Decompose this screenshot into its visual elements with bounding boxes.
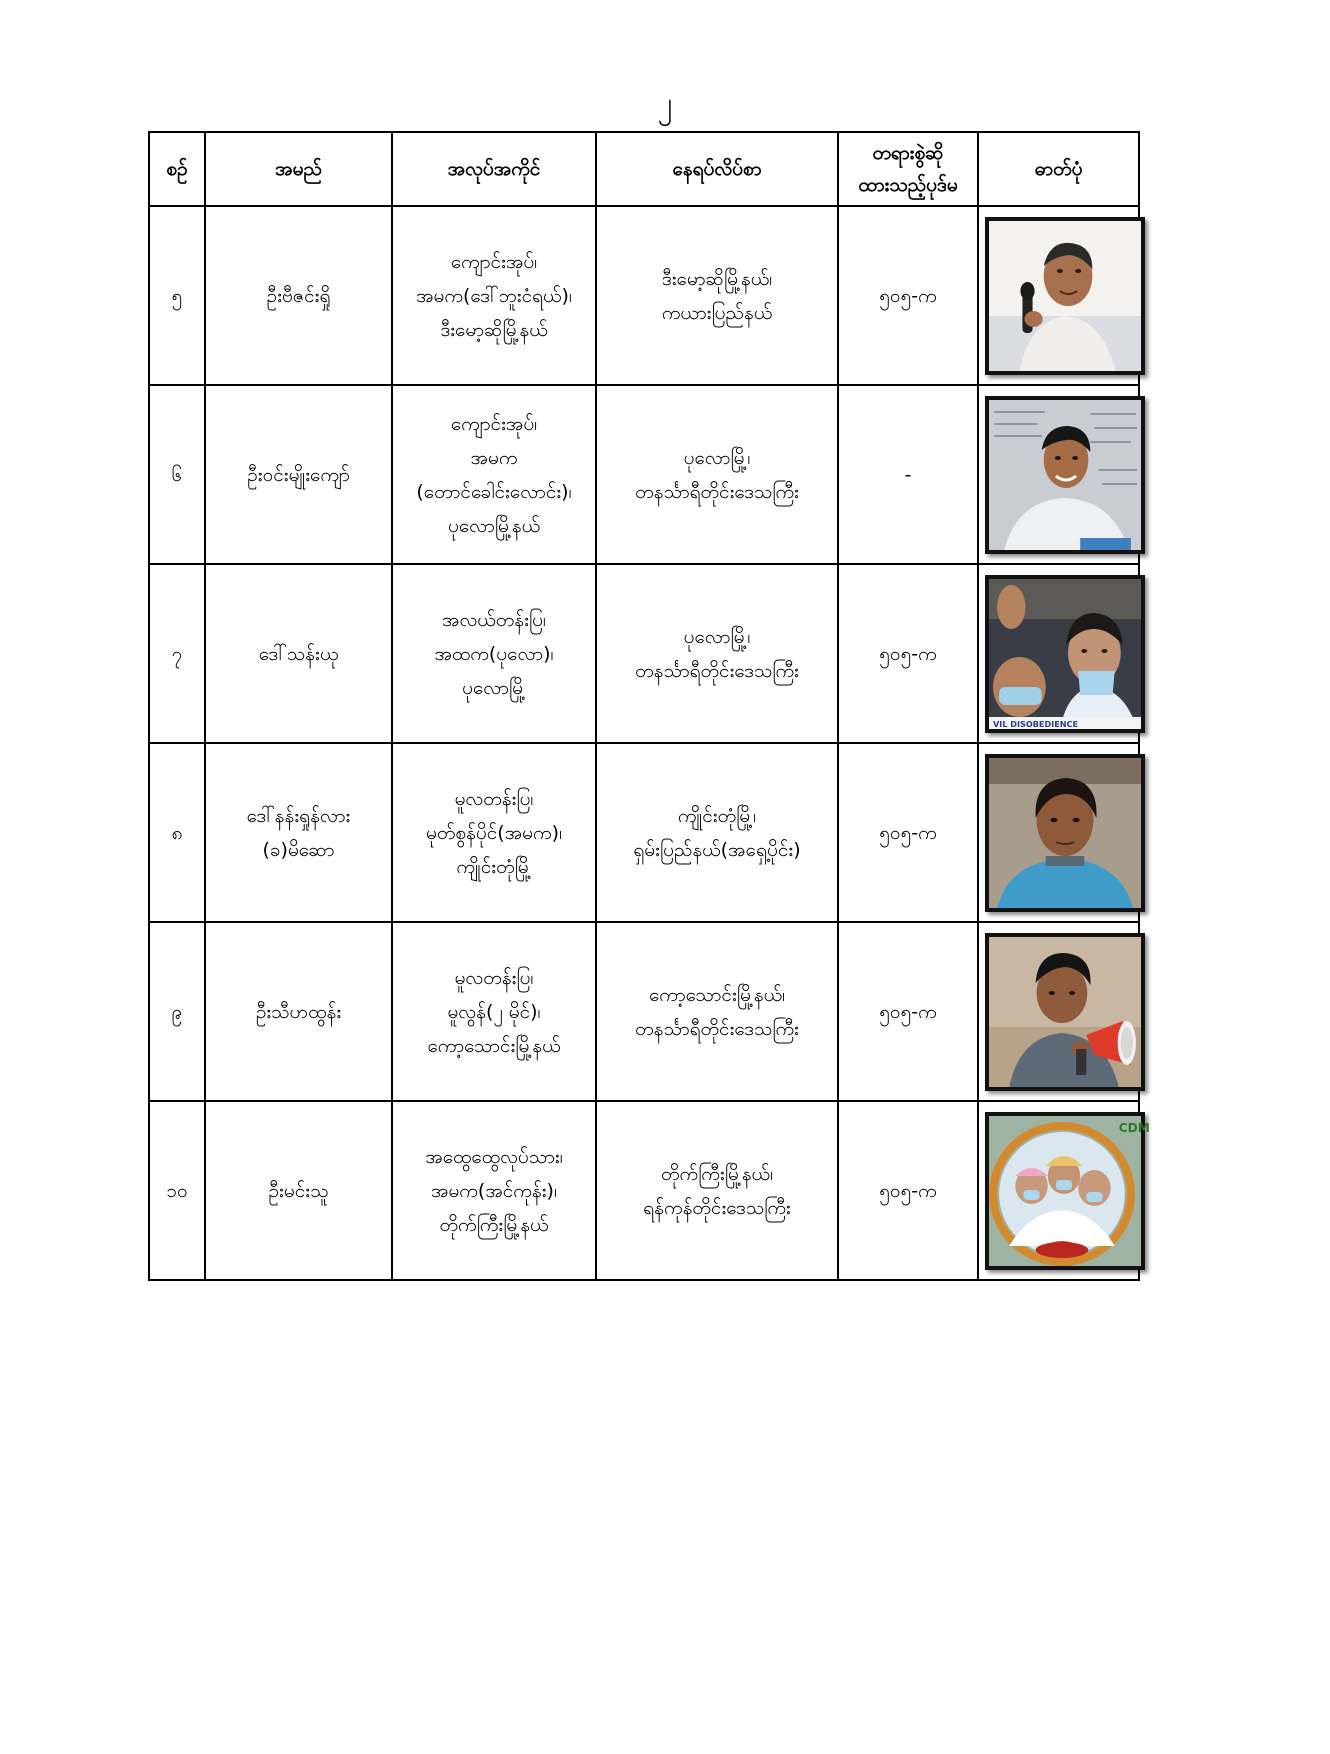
cell-photo [978,385,1139,564]
cell-address [596,922,838,1101]
address-line: ကော့သောင်းမြို့နယ်၊ [648,983,786,1006]
address-line: တနင်္သာရီတိုင်းဒေသကြီး [635,659,799,682]
portrait-image [989,579,1141,729]
address-line: တိုက်ကြီးမြို့နယ်၊ [661,1162,773,1185]
name-line: ဒေါ်နန်းရှုန်လား [246,804,351,827]
banner-text: VIL DISOBEDIENCE [993,719,1079,729]
cell-name [205,743,392,922]
header-no: စဉ် [149,132,205,206]
portrait-photo [985,217,1145,375]
header-charge-line: ထားသည့်ပုဒ်မ [858,174,958,196]
address-line: တနင်္သာရီတိုင်းဒေသကြီး [635,1017,799,1040]
cell-charge: ၅၀၅-က [838,1101,978,1280]
cell-photo [978,206,1139,385]
logo-text: CDM [1118,1120,1150,1135]
occupation-line: ဒီးမော့ဆိုမြို့နယ် [440,318,548,341]
cell-charge: - [838,385,978,564]
occupation-line: ပုလောမြို့နယ် [447,514,541,537]
address-line: ပုလောမြို့၊ [683,625,751,648]
page-number: ၂ [657,86,673,121]
occupation-line: (တောင်ခေါင်းလောင်း)၊ [416,480,572,503]
portrait-image [989,221,1141,371]
table-row [149,564,1139,743]
address-line: ကျိုင်းတုံမြို့၊ [677,804,757,827]
occupation-line: ပုလောမြို့ [462,676,526,699]
occupation-line: မူလွန်(၂ မိုင်)၊ [447,1000,541,1023]
address-line: ရှမ်းပြည်နယ်(အရှေ့ပိုင်း) [633,838,801,861]
occupation-line: ကျောင်းအုပ်၊ [450,412,538,435]
portrait-image [989,1116,1150,1266]
table-row [149,1101,1139,1280]
cell-no: ၉ [149,922,205,1101]
occupation-line: အမက(ဒေါ်ဘူးငံရယ်)၊ [416,284,572,307]
header-charge-line: တရားစွဲဆို [872,142,944,164]
cell-charge: ၅၀၅-က [838,922,978,1101]
occupation-line: မူလတန်းပြ၊ [454,966,534,989]
cell-charge: ၅၀၅-က [838,564,978,743]
cell-address [596,206,838,385]
cell-occupation [392,385,596,564]
cell-no: ၁၀ [149,1101,205,1280]
occupation-line: အလယ်တန်းပြ၊ [442,608,546,631]
portrait-photo [985,754,1145,912]
table-row [149,922,1139,1101]
address-line: ကယားပြည်နယ် [661,301,773,324]
cell-occupation [392,564,596,743]
cell-occupation [392,922,596,1101]
occupation-line: ကျောင်းအုပ်၊ [450,250,538,273]
header-occupation: အလုပ်အကိုင် [392,132,596,206]
portrait-photo [985,396,1145,554]
cell-no: ၅ [149,206,205,385]
portrait-photo [985,575,1145,733]
cell-charge: ၅၀၅-က [838,743,978,922]
cell-occupation [392,206,596,385]
cell-photo [978,922,1139,1101]
detainee-table [148,131,1150,1281]
cell-address [596,564,838,743]
portrait-image [989,937,1141,1087]
cell-occupation [392,743,596,922]
address-line: ပုလောမြို့၊ [683,446,751,469]
cell-address [596,1101,838,1280]
name-line: (ခ)မိဆော [262,838,335,861]
table-row [149,385,1139,564]
cell-address [596,385,838,564]
cell-photo [978,564,1139,743]
cell-name: ဒေါ်သန်းယု [205,564,392,743]
address-line: ရန်ကုန်တိုင်းဒေသကြီး [643,1196,791,1219]
occupation-line: ကျိုင်းတုံမြို့ [456,855,532,878]
header-address: နေရပ်လိပ်စာ [596,132,838,206]
table-row [149,743,1139,922]
cell-address [596,743,838,922]
cell-no: ၆ [149,385,205,564]
header-name: အမည် [205,132,392,206]
cell-photo [978,743,1139,922]
address-line: တနင်္သာရီတိုင်းဒေသကြီး [635,480,799,503]
header-charge [838,132,978,206]
portrait-photo [985,1112,1150,1270]
cell-name: ဦးမင်းသူ [205,1101,392,1280]
cell-name: ဦးသီဟထွန်း [205,922,392,1101]
cell-charge: ၅၀၅-က [838,206,978,385]
occupation-line: တိုက်ကြီးမြို့နယ် [439,1213,549,1236]
header-photo: ဓာတ်ပုံ [978,132,1139,206]
cell-no: ၈ [149,743,205,922]
occupation-line: အမက [470,446,518,469]
occupation-line: မုတ်စွန်ပိုင်(အမက)၊ [426,821,562,844]
portrait-image [989,758,1141,908]
cell-no: ၇ [149,564,205,743]
table-row [149,206,1139,385]
occupation-line: အထက(ပုလော)၊ [434,642,554,665]
cell-occupation [392,1101,596,1280]
occupation-line: မူလတန်းပြ၊ [454,787,534,810]
address-line: ဒီးမော့ဆိုမြို့နယ်၊ [661,267,773,290]
portrait-photo [985,933,1145,1091]
cell-name: ဦးဗီဇင်းရှို [205,206,392,385]
cell-name: ဦးဝင်းမျိုးကျော် [205,385,392,564]
cell-photo [978,1101,1150,1280]
table-header-row [149,132,1139,206]
portrait-image [989,400,1141,550]
occupation-line: အထွေထွေလုပ်သား၊ [425,1145,563,1168]
occupation-line: အမက(အင်ကုန်း)၊ [431,1179,557,1202]
occupation-line: ကော့သောင်းမြို့နယ် [427,1034,561,1057]
